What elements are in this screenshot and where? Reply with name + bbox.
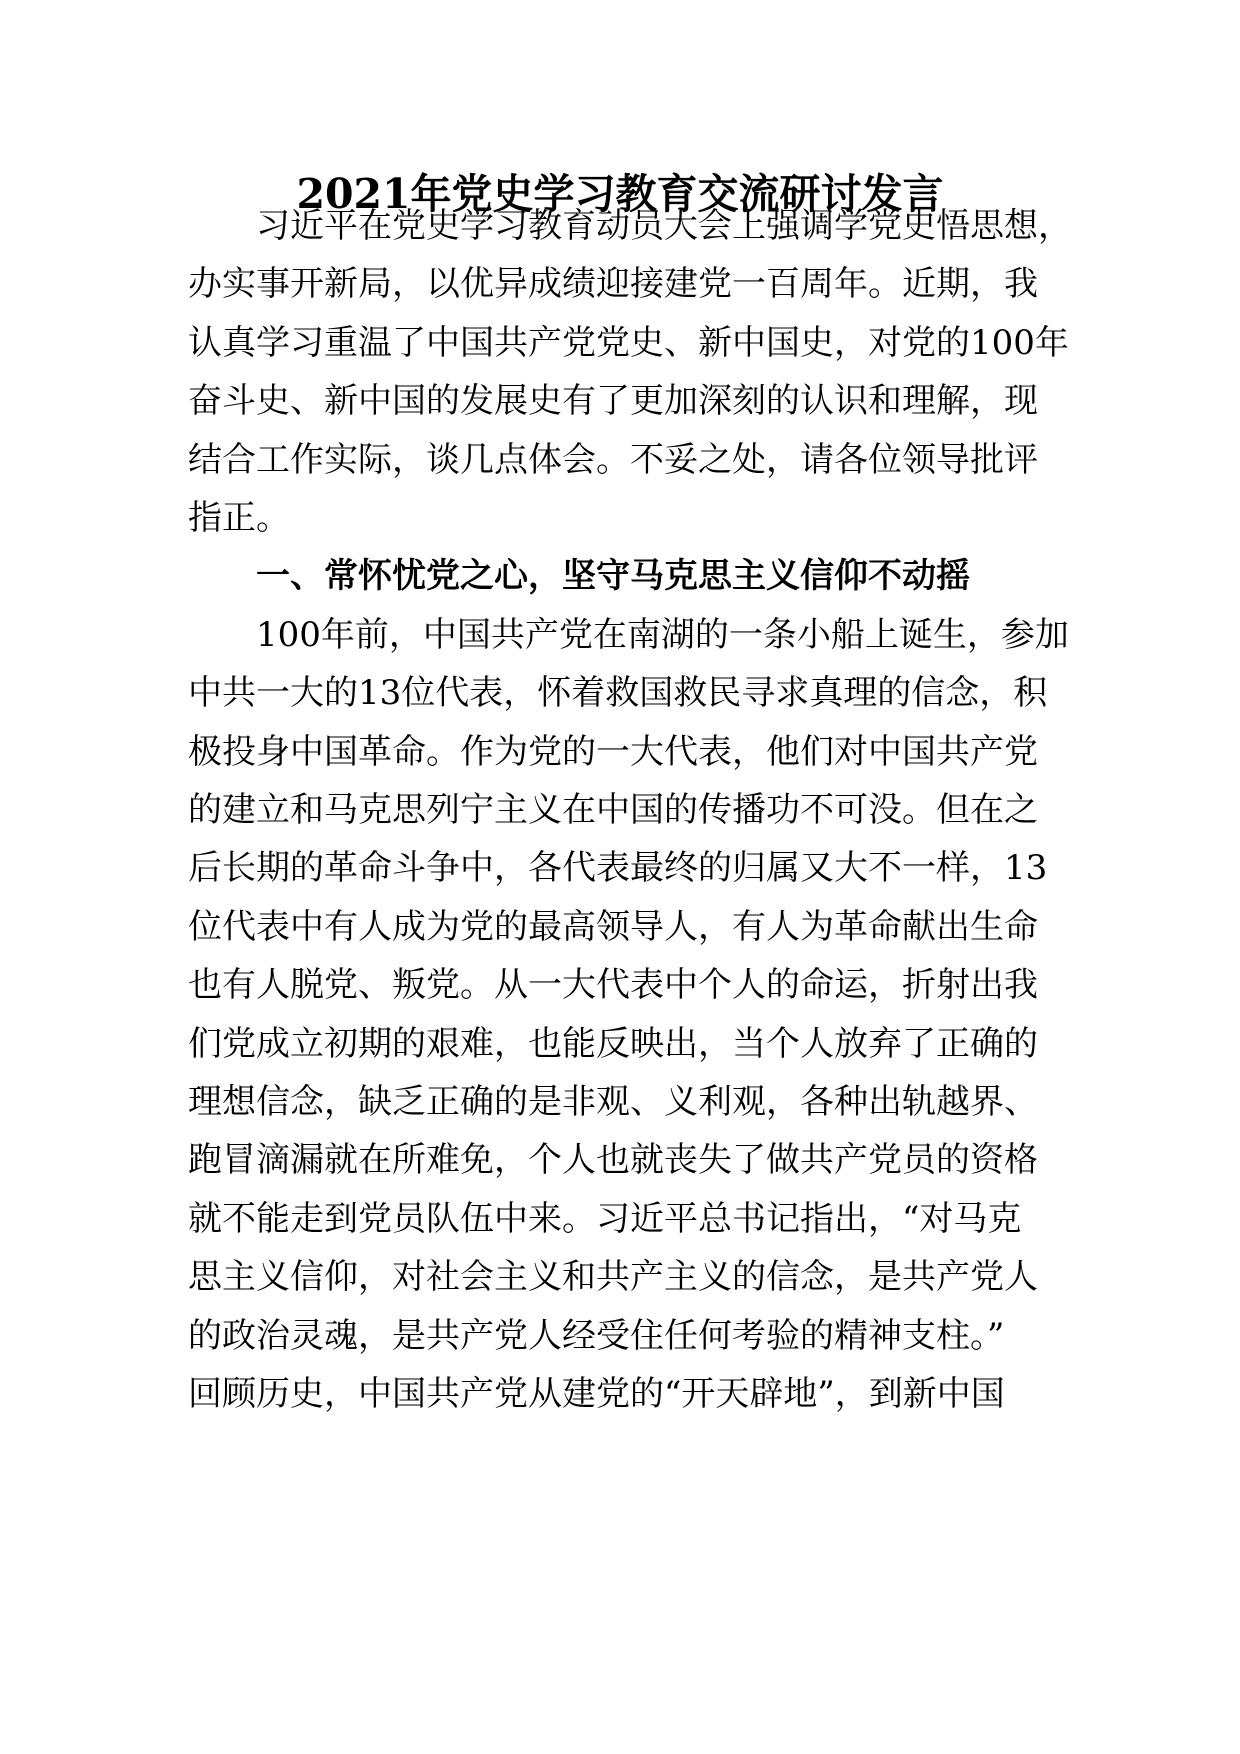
body-line: 位代表中有人成为党的最高领导人，有人为革命献出生命 — [188, 906, 1038, 947]
body-line: 理想信念，缺乏正确的是非观、义利观，各种出轨越界、 — [188, 1082, 1038, 1122]
body-line: 办实事开新局，以优异成绩迎接建党一百周年。近期，我 — [188, 264, 1038, 305]
body-line: 极投身中国革命。作为党的一大代表，他们对中国共产党 — [188, 731, 1038, 772]
body-line: 奋斗史、新中国的发展史有了更加深刻的认识和理解，现 — [188, 381, 1038, 422]
section-heading: 一、常怀忧党之心，坚守马克思主义信仰不动摇 — [256, 556, 970, 597]
body-line: 跑冒滴漏就在所难免，个人也就丧失了做共产党员的资格 — [188, 1140, 1038, 1181]
body-line: 回顾历史，中国共产党从建党的“开天辟地”，到新中国 — [188, 1374, 1005, 1414]
body-line: 后长期的革命斗争中，各代表最终的归属又大不一样，13 — [188, 848, 1048, 889]
document-title: 2021年党史学习教育交流研讨发言 — [296, 170, 944, 218]
body-line: 结合工作实际，谈几点体会。不妥之处，请各位领导批评 — [188, 439, 1038, 480]
body-line: 们党成立初期的艰难，也能反映出，当个人放弃了正确的 — [188, 1023, 1038, 1064]
body-line: 的政治灵魂，是共产党人经受住任何考验的精神支柱。” — [188, 1315, 1005, 1356]
body-line: 100年前，中国共产党在南湖的一条小船上诞生，参加 — [256, 614, 1069, 655]
body-line: 习近平在党史学习教育动员大会上强调学党史悟思想， — [256, 206, 1072, 246]
body-line: 的建立和马克思列宁主义在中国的传播功不可没。但在之 — [188, 790, 1038, 830]
body-line: 中共一大的13位代表，怀着救国救民寻求真理的信念，积 — [188, 673, 1048, 714]
body-line: 指正。 — [188, 498, 290, 538]
body-line: 思主义信仰，对社会主义和共产主义的信念，是共产党人 — [188, 1257, 1038, 1298]
body-line: 认真学习重温了中国共产党党史、新中国史，对党的100年 — [188, 322, 1069, 363]
body-line: 就不能走到党员队伍中来。习近平总书记指出，“对马克 — [188, 1198, 1022, 1239]
body-line: 也有人脱党、叛党。从一大代表中个人的命运，折射出我 — [188, 965, 1038, 1006]
